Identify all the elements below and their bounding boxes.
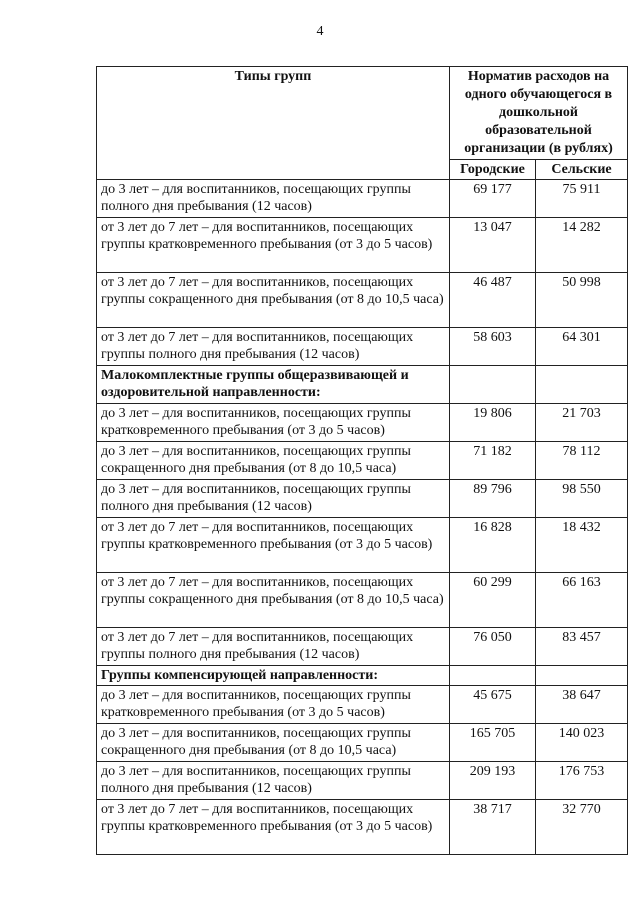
rural-value: 66 163 (536, 573, 628, 628)
urban-value: 58 603 (450, 328, 536, 366)
rural-value: 38 647 (536, 686, 628, 724)
table-row (97, 404, 628, 442)
urban-value: 69 177 (450, 180, 536, 218)
group-description: до 3 лет – для воспитанников, посещающих группы полного дня пребывания (12 часов) (97, 762, 450, 800)
urban-value: 13 047 (450, 218, 536, 273)
section-row (97, 666, 628, 686)
group-description: до 3 лет – для воспитанников, посещающих группы полного дня пребывания (12 часов) (97, 180, 450, 218)
group-description: до 3 лет – для воспитанников, посещающих группы кратковременного пребывания (от 3 до 5 часов) (97, 686, 450, 724)
urban-value (450, 666, 536, 686)
urban-value: 71 182 (450, 442, 536, 480)
urban-value: 89 796 (450, 480, 536, 518)
rural-value: 14 282 (536, 218, 628, 273)
table-row (97, 800, 628, 855)
table-row (97, 180, 628, 218)
group-description: до 3 лет – для воспитанников, посещающих группы сокращенного дня пребывания (от 8 до 10,5 часа) (97, 442, 450, 480)
group-description: от 3 лет до 7 лет – для воспитанников, посещающих группы сокращенного дня пребывания (от 8 до 10,5 часа) (97, 573, 450, 628)
rural-value: 18 432 (536, 518, 628, 573)
rural-value: 32 770 (536, 800, 628, 855)
table-row (97, 218, 628, 273)
group-description: от 3 лет до 7 лет – для воспитанников, посещающих группы полного дня пребывания (12 часов) (97, 628, 450, 666)
rural-value: 50 998 (536, 273, 628, 328)
table-row (97, 724, 628, 762)
header-rural: Сельские (536, 160, 628, 180)
table-row (97, 573, 628, 628)
urban-value: 45 675 (450, 686, 536, 724)
rural-value: 140 023 (536, 724, 628, 762)
group-description: от 3 лет до 7 лет – для воспитанников, посещающих группы кратковременного пребывания (от 3 до 5 часов) (97, 800, 450, 855)
table-row (97, 628, 628, 666)
rural-value (536, 366, 628, 404)
table-row (97, 762, 628, 800)
table-body (97, 180, 628, 855)
section-title: Малокомплектные группы общеразвивающей и оздоровительной направленности: (97, 366, 450, 404)
urban-value: 19 806 (450, 404, 536, 442)
norm-table (96, 66, 628, 855)
group-description: от 3 лет до 7 лет – для воспитанников, посещающих группы кратковременного пребывания (от 3 до 5 часов) (97, 518, 450, 573)
rural-value (536, 666, 628, 686)
section-row (97, 366, 628, 404)
group-description: до 3 лет – для воспитанников, посещающих группы полного дня пребывания (12 часов) (97, 480, 450, 518)
urban-value: 38 717 (450, 800, 536, 855)
header-urban: Городские (450, 160, 536, 180)
rural-value: 64 301 (536, 328, 628, 366)
rural-value: 98 550 (536, 480, 628, 518)
section-title: Группы компенсирующей направленности: (97, 666, 450, 686)
urban-value: 76 050 (450, 628, 536, 666)
group-description: до 3 лет – для воспитанников, посещающих группы сокращенного дня пребывания (от 8 до 10,5 часа) (97, 724, 450, 762)
rural-value: 176 753 (536, 762, 628, 800)
rural-value: 78 112 (536, 442, 628, 480)
group-description: от 3 лет до 7 лет – для воспитанников, посещающих группы кратковременного пребывания (от 3 до 5 часов) (97, 218, 450, 273)
urban-value: 209 193 (450, 762, 536, 800)
rural-value: 75 911 (536, 180, 628, 218)
page-number: 4 (316, 24, 324, 39)
table-row (97, 442, 628, 480)
urban-value: 46 487 (450, 273, 536, 328)
table-row (97, 518, 628, 573)
table-row (97, 480, 628, 518)
group-description: от 3 лет до 7 лет – для воспитанников, посещающих группы сокращенного дня пребывания (от 8 до 10,5 часа) (97, 273, 450, 328)
urban-value: 165 705 (450, 724, 536, 762)
table-row (97, 686, 628, 724)
rural-value: 21 703 (536, 404, 628, 442)
group-description: до 3 лет – для воспитанников, посещающих группы кратковременного пребывания (от 3 до 5 часов) (97, 404, 450, 442)
urban-value (450, 366, 536, 404)
header-norm: Норматив расходов на одного обучающегося в дошкольной образовательной организации (в рублях) (450, 67, 628, 160)
urban-value: 16 828 (450, 518, 536, 573)
rural-value: 83 457 (536, 628, 628, 666)
table-row (97, 328, 628, 366)
table-row (97, 273, 628, 328)
group-description: от 3 лет до 7 лет – для воспитанников, посещающих группы полного дня пребывания (12 часов) (97, 328, 450, 366)
header-types: Типы групп (97, 67, 450, 180)
urban-value: 60 299 (450, 573, 536, 628)
